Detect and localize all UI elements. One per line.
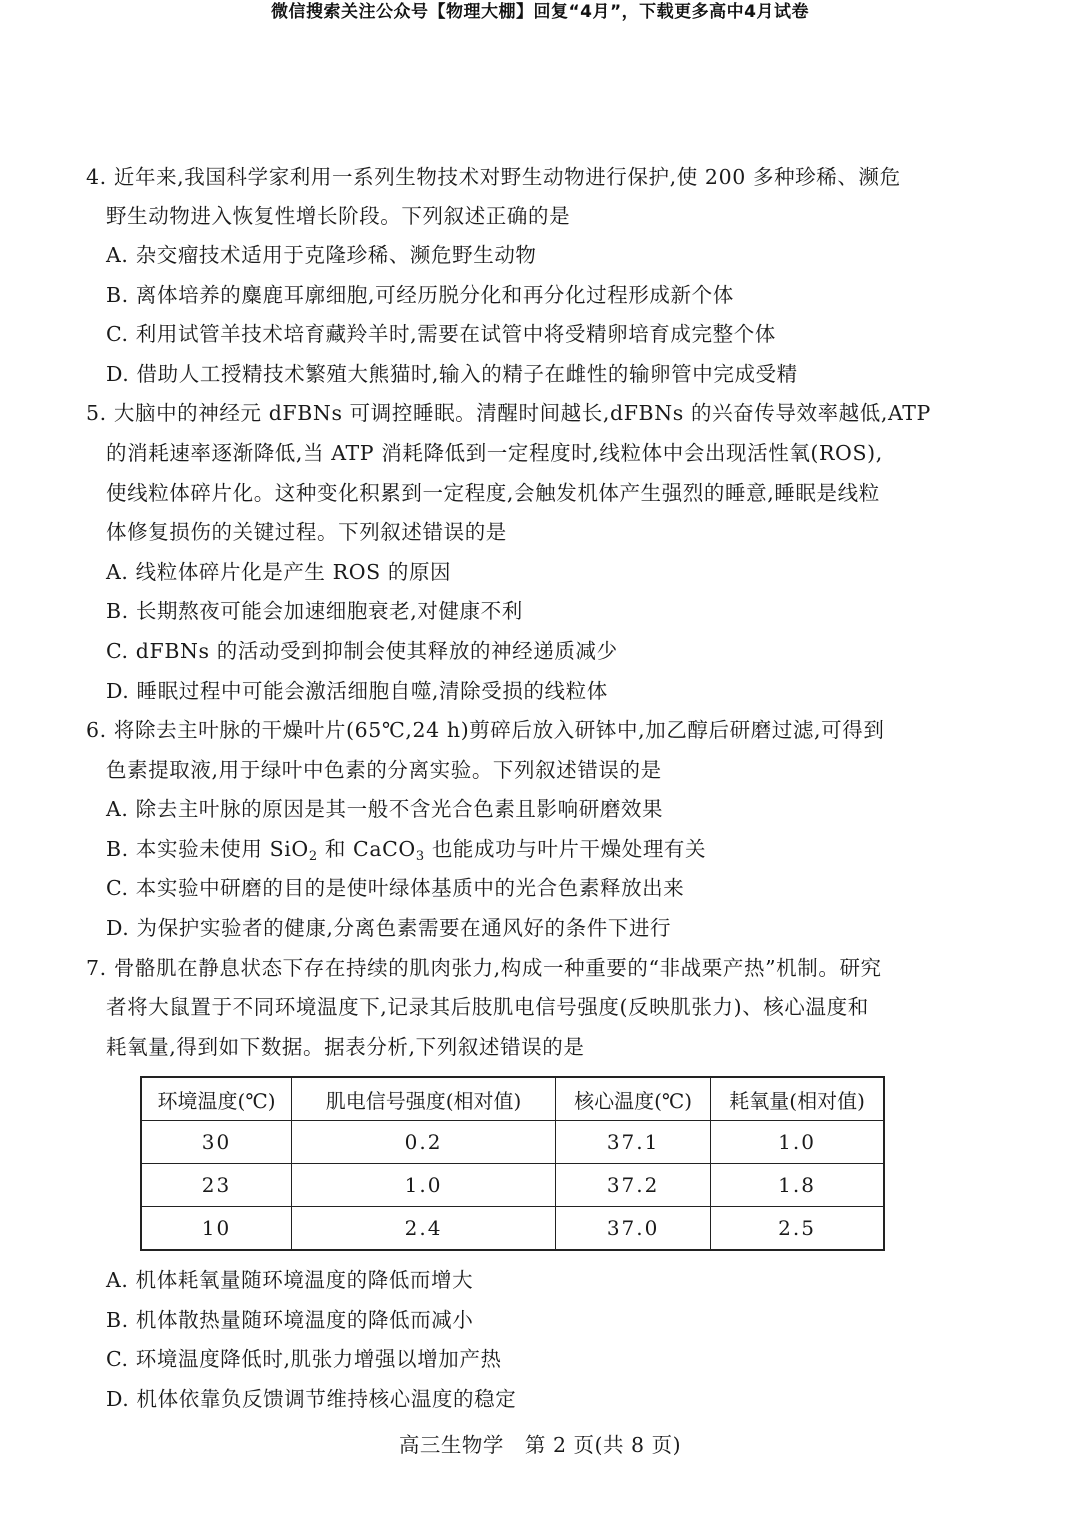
q6-option-b-part-3: 和 CaCO [317,837,416,861]
q6-option-b-sub-2: 2 [308,849,318,864]
q4-option-d: D. 借助人工授精技术繁殖大熊猫时,输入的精子在雌性的输卵管中完成受精 [106,362,798,386]
q6-option-c: C. 本实验中研磨的目的是使叶绿体基质中的光合色素释放出来 [106,876,685,900]
q7-stem-line-1: 7. 骨骼肌在静息状态下存在持续的肌肉张力,构成一种重要的“非战栗产热”机制。研究 [86,956,882,980]
table-cell: 1.0 [292,1164,556,1207]
table-row [141,1164,884,1207]
table-cell: 30 [141,1121,292,1164]
table-cell: 2.5 [711,1207,884,1251]
table-cell: 37.0 [556,1207,711,1251]
header-oxygen-consumption: 耗氧量(相对值) [711,1077,884,1121]
q5-stem-line-2: 的消耗速率逐渐降低,当 ATP 消耗降低到一定程度时,线粒体中会出现活性氧(ROS), [106,441,883,465]
q5-option-d: D. 睡眠过程中可能会激活细胞自噬,清除受损的线粒体 [106,679,608,703]
q5-option-c: C. dFBNs 的活动受到抑制会使其释放的神经递质减少 [106,639,618,663]
table-cell: 37.1 [556,1121,711,1164]
table-row [141,1207,884,1251]
table-cell: 1.0 [711,1121,884,1164]
page-footer: 高三生物学 第 2 页(共 8 页) [398,1433,682,1457]
table-cell: 23 [141,1164,292,1207]
wechat-banner: 微信搜索关注公众号【物理大棚】回复“4月”，下载更多高中4月试卷 [270,2,809,22]
q7-stem-line-2: 者将大鼠置于不同环境温度下,记录其后肢肌电信号强度(反映肌张力)、核心温度和 [106,995,869,1019]
table-cell: 0.2 [292,1121,556,1164]
q7-option-d: D. 机体依靠负反馈调节维持核心温度的稳定 [106,1387,517,1411]
q5-stem-line-1: 5. 大脑中的神经元 dFBNs 可调控睡眠。清醒时间越长,dFBNs 的兴奋传导效率越低,ATP [86,401,931,425]
table-cell: 10 [141,1207,292,1251]
q6-option-b-part-1: B. 本实验未使用 SiO [106,837,309,861]
q6-option-a: A. 除去主叶脉的原因是其一般不含光合色素且影响研磨效果 [106,797,664,821]
q7-option-b: B. 机体散热量随环境温度的降低而减小 [106,1308,474,1332]
table-cell: 1.8 [711,1164,884,1207]
q4-option-a: A. 杂交瘤技术适用于克隆珍稀、濒危野生动物 [106,243,537,267]
q5-stem-line-4: 体修复损伤的关键过程。下列叙述错误的是 [106,520,507,544]
q6-option-b-sub-3: 3 [415,849,425,864]
header-emg-strength: 肌电信号强度(相对值) [292,1077,556,1121]
table-header-row [141,1077,884,1121]
q5-option-b: B. 长期熬夜可能会加速细胞衰老,对健康不利 [106,599,523,623]
q7-stem-line-3: 耗氧量,得到如下数据。据表分析,下列叙述错误的是 [106,1035,585,1059]
q4-option-b: B. 离体培养的麋鹿耳廓细胞,可经历脱分化和再分化过程形成新个体 [106,283,734,307]
header-core-temp: 核心温度(℃) [556,1077,711,1121]
q7-data-table [140,1076,885,1251]
q4-stem-line-2: 野生动物进入恢复性增长阶段。下列叙述正确的是 [106,204,571,228]
q6-option-b-part-5: 也能成功与叶片干燥处理有关 [424,837,707,861]
q6-stem-line-1: 6. 将除去主叶脉的干燥叶片(65℃,24 h)剪碎后放入研钵中,加乙醇后研磨过滤,可得到 [86,718,885,742]
table-cell: 2.4 [292,1207,556,1251]
q5-option-a: A. 线粒体碎片化是产生 ROS 的原因 [106,560,452,584]
q4-option-c: C. 利用试管羊技术培育藏羚羊时,需要在试管中将受精卵培育成完整个体 [106,322,776,346]
q4-stem-line-1: 4. 近年来,我国科学家利用一系列生物技术对野生动物进行保护,使 200 多种珍稀、濒危 [86,165,901,189]
q7-option-a: A. 机体耗氧量随环境温度的降低而增大 [106,1268,474,1292]
table-cell: 37.2 [556,1164,711,1207]
table-row [141,1121,884,1164]
q7-option-c: C. 环境温度降低时,肌张力增强以增加产热 [106,1347,502,1371]
q6-option-d: D. 为保护实验者的健康,分离色素需要在通风好的条件下进行 [106,916,672,940]
q5-stem-line-3: 使线粒体碎片化。这种变化积累到一定程度,会触发机体产生强烈的睡意,睡眠是线粒 [106,481,880,505]
header-env-temp: 环境温度(℃) [141,1077,292,1121]
q6-option-b [106,834,706,872]
q6-stem-line-2: 色素提取液,用于绿叶中色素的分离实验。下列叙述错误的是 [106,758,662,782]
